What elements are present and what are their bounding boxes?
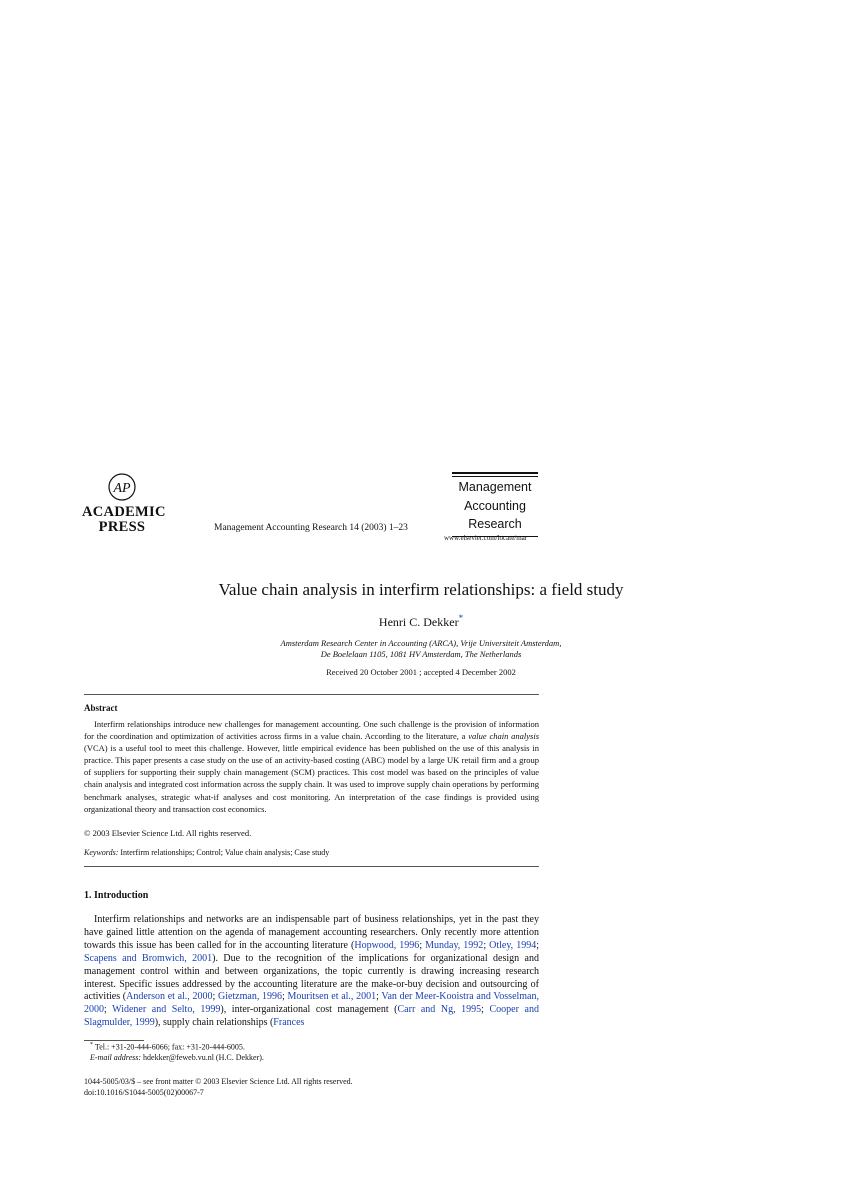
journal-title-line2: Accounting: [464, 498, 526, 513]
journal-title-line1: Management: [458, 480, 532, 494]
received-dates: Received 20 October 2001 ; accepted 4 December 2002: [326, 667, 516, 677]
citation-link[interactable]: Mouritsen et al., 2001: [287, 991, 377, 1003]
citation-link[interactable]: Otley, 1994: [489, 939, 537, 951]
divider-bottom: [84, 866, 539, 867]
citation-link[interactable]: Cooper and Slagmulder, 1999: [84, 1004, 539, 1029]
issn-line: 1044-5005/03/$ – see front matter © 2003 Elsevier Science Ltd. All rights reserved.: [84, 1077, 353, 1086]
keywords-line: [84, 848, 329, 857]
journal-title-line3: Research: [468, 517, 522, 531]
ap-monogram-icon: [107, 472, 137, 502]
keywords-label: Keywords:: [84, 848, 119, 857]
citation-link[interactable]: Frances: [273, 1017, 305, 1029]
affiliation-line-1: Amsterdam Research Center in Accounting (ARCA), Vrije Universiteit Amsterdam,: [280, 638, 562, 648]
svg-text:AP: AP: [113, 481, 131, 496]
publisher-name-line2: PRESS: [98, 519, 146, 535]
footnote-contact: * Tel.: +31-20-444-6066; fax: +31-20-444-6005.: [90, 1042, 245, 1052]
citation-link[interactable]: Hopwood, 1996: [354, 939, 420, 951]
publisher-name-line1: ACADEMIC: [82, 504, 166, 520]
footnote-email: E-mail address: hdekker@feweb.vu.nl (H.C. Dekker).: [90, 1053, 264, 1062]
doi-line: doi:10.1016/S1044-5005(02)00067-7: [84, 1088, 204, 1097]
citation-link[interactable]: Anderson et al., 2000: [126, 991, 213, 1003]
author-line: [0, 613, 842, 630]
citation-link[interactable]: Scapens and Bromwich, 2001: [84, 952, 213, 964]
abstract-heading: Abstract: [84, 703, 118, 713]
author-footnote-link[interactable]: *: [458, 613, 464, 623]
citation-link[interactable]: Munday, 1992: [425, 939, 484, 951]
divider-top: [84, 694, 539, 695]
citation-link[interactable]: Carr and Ng, 1995: [397, 1004, 482, 1016]
affiliation-line-2: De Boelelaan 1105, 1081 HV Amsterdam, The Netherlands: [320, 649, 522, 659]
footnote-divider: [84, 1040, 144, 1041]
publisher-logo: [82, 472, 166, 535]
abstract-copyright: © 2003 Elsevier Science Ltd. All rights reserved.: [84, 828, 252, 838]
introduction-body: Interfirm relationships and networks are an indispensable part of business relationships, yet in the past they have gained little attention on the agenda of management accounting researchers. Only recently more attention towards this issue has been called for in the accounting literature (Hopwood, 1996; Munday, 1992; Otley, 1994; Scapens and Bromwich, 2001). Due to the recognition of the implications for organizational design and management control within and between organizations, the topic currently is drawing increasing research interest. Specific issues addressed by the accounting literature are the make-or-buy decision and outsourcing of activities (Anderson et al., 2000; Gietzman, 1996; Mouritsen et al., 2001; Van der Meer-Kooistra and Vosselman, 2000; Widener and Selto, 1999), inter-organizational cost management (Carr and Ng, 1995; Cooper and Slagmulder, 1999), supply chain relationships (Frances: [84, 914, 539, 1029]
journal-url-link[interactable]: www.elsevier.com/locate/mar: [444, 534, 528, 542]
citation-link[interactable]: Widener and Selto, 1999: [112, 1004, 221, 1016]
section-heading-introduction: 1. Introduction: [84, 890, 149, 901]
journal-title-box: [452, 472, 538, 537]
keywords-list: Interfirm relationships; Control; Value chain analysis; Case study: [120, 848, 330, 857]
abstract-body: Interfirm relationships introduce new challenges for management accounting. One such challenge is the provision of information for the coordination and optimization of activities across firms in a value chain. According to the literature, a value chain analysis (VCA) is a useful tool to meet this challenge. However, little empirical evidence has been published on the use of this analysis in practice. This paper presents a case study on the use of an activity-based costing (ABC) model by a large UK retail firm and a group of suppliers for supporting their supply chain management (SCM) practices. This cost model was based on the principles of value chain analysis and integrated cost information across the supply chain. It was used to improve supply chain operations by performing benchmark analyses, strategic what-if analyses and cost monitoring. An interpretation of the case findings is provided using organizational theory and transaction cost economics.: [84, 719, 539, 814]
journal-citation: Management Accounting Research 14 (2003) 1–23: [214, 523, 408, 533]
citation-link[interactable]: Gietzman, 1996: [217, 991, 283, 1003]
citation-link[interactable]: Van der Meer-Kooistra and Vosselman, 2000: [84, 991, 539, 1016]
article-title: Value chain analysis in interfirm relationships: a field study: [218, 580, 624, 599]
author-name: Henri C. Dekker: [378, 615, 459, 629]
